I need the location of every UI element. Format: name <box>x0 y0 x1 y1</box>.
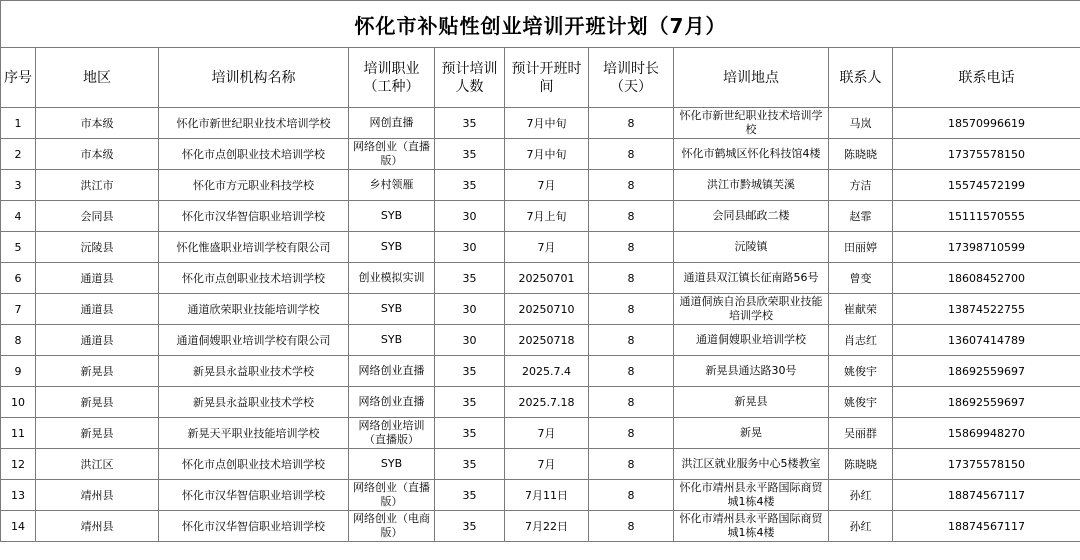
cell-location: 会同县邮政二楼 <box>674 201 829 232</box>
cell-index: 3 <box>1 170 36 201</box>
cell-region: 通道县 <box>36 263 159 294</box>
cell-start-time: 20250710 <box>505 294 589 325</box>
cell-contact: 肖志红 <box>829 325 893 356</box>
cell-occupation: 网络创业直播 <box>349 387 435 418</box>
cell-duration: 8 <box>589 356 674 387</box>
header-trainee-count: 预计培训人数 <box>435 48 505 108</box>
cell-trainee-count: 35 <box>435 170 505 201</box>
cell-location: 通道侗族自治县欣荣职业技能培训学校 <box>674 294 829 325</box>
cell-duration: 8 <box>589 139 674 170</box>
cell-region: 市本级 <box>36 139 159 170</box>
cell-duration: 8 <box>589 170 674 201</box>
cell-institution: 怀化市新世纪职业技术培训学校 <box>159 108 349 139</box>
cell-trainee-count: 35 <box>435 511 505 542</box>
header-phone: 联系电话 <box>893 48 1080 108</box>
cell-start-time: 7月 <box>505 232 589 263</box>
cell-occupation: 网络创业直播 <box>349 356 435 387</box>
cell-region: 洪江区 <box>36 449 159 480</box>
table-row <box>1 418 1080 449</box>
cell-region: 靖州县 <box>36 480 159 511</box>
table-title: 怀化市补贴性创业培训开班计划（7月） <box>1 1 1080 48</box>
cell-institution: 怀化市方元职业科技学校 <box>159 170 349 201</box>
cell-trainee-count: 35 <box>435 418 505 449</box>
header-contact: 联系人 <box>829 48 893 108</box>
cell-start-time: 2025.7.4 <box>505 356 589 387</box>
table-row <box>1 232 1080 263</box>
cell-phone: 18608452700 <box>893 263 1080 294</box>
cell-region: 通道县 <box>36 294 159 325</box>
cell-start-time: 7月中旬 <box>505 139 589 170</box>
cell-occupation: SYB <box>349 325 435 356</box>
cell-start-time: 2025.7.18 <box>505 387 589 418</box>
cell-contact: 孙红 <box>829 511 893 542</box>
cell-duration: 8 <box>589 201 674 232</box>
cell-index: 7 <box>1 294 36 325</box>
table-row <box>1 480 1080 511</box>
cell-trainee-count: 35 <box>435 263 505 294</box>
cell-trainee-count: 30 <box>435 232 505 263</box>
cell-region: 新晃县 <box>36 356 159 387</box>
cell-index: 12 <box>1 449 36 480</box>
cell-start-time: 7月 <box>505 418 589 449</box>
cell-phone: 15869948270 <box>893 418 1080 449</box>
cell-start-time: 7月 <box>505 170 589 201</box>
cell-start-time: 7月中旬 <box>505 108 589 139</box>
cell-phone: 18570996619 <box>893 108 1080 139</box>
cell-index: 2 <box>1 139 36 170</box>
cell-index: 13 <box>1 480 36 511</box>
cell-institution: 怀化市点创职业技术培训学校 <box>159 449 349 480</box>
table-row <box>1 325 1080 356</box>
cell-duration: 8 <box>589 480 674 511</box>
cell-start-time: 7月 <box>505 449 589 480</box>
cell-occupation: SYB <box>349 232 435 263</box>
cell-phone: 15111570555 <box>893 201 1080 232</box>
cell-region: 靖州县 <box>36 511 159 542</box>
cell-occupation: 网络创业（直播版） <box>349 480 435 511</box>
cell-phone: 17375578150 <box>893 449 1080 480</box>
cell-index: 5 <box>1 232 36 263</box>
cell-duration: 8 <box>589 108 674 139</box>
cell-occupation: 网创直播 <box>349 108 435 139</box>
header-region: 地区 <box>36 48 159 108</box>
cell-institution: 怀化市点创职业技术培训学校 <box>159 139 349 170</box>
header-row <box>1 48 1080 108</box>
cell-contact: 孙红 <box>829 480 893 511</box>
cell-contact: 马岚 <box>829 108 893 139</box>
cell-region: 新晃县 <box>36 418 159 449</box>
cell-start-time: 20250718 <box>505 325 589 356</box>
cell-duration: 8 <box>589 511 674 542</box>
cell-trainee-count: 35 <box>435 139 505 170</box>
cell-phone: 13607414789 <box>893 325 1080 356</box>
cell-start-time: 7月上旬 <box>505 201 589 232</box>
cell-occupation: SYB <box>349 449 435 480</box>
cell-index: 10 <box>1 387 36 418</box>
cell-phone: 17375578150 <box>893 139 1080 170</box>
cell-duration: 8 <box>589 449 674 480</box>
cell-region: 通道县 <box>36 325 159 356</box>
cell-phone: 17398710599 <box>893 232 1080 263</box>
cell-location: 新晃县 <box>674 387 829 418</box>
cell-location: 新晃县通达路30号 <box>674 356 829 387</box>
cell-region: 会同县 <box>36 201 159 232</box>
table-row <box>1 201 1080 232</box>
cell-phone: 18692559697 <box>893 356 1080 387</box>
cell-index: 9 <box>1 356 36 387</box>
table-row <box>1 139 1080 170</box>
cell-location: 怀化市靖州县永平路国际商贸城1栋4楼 <box>674 480 829 511</box>
cell-institution: 通道侗嫂职业培训学校有限公司 <box>159 325 349 356</box>
cell-region: 沅陵县 <box>36 232 159 263</box>
table-row <box>1 356 1080 387</box>
cell-institution: 通道欣荣职业技能培训学校 <box>159 294 349 325</box>
cell-region: 洪江市 <box>36 170 159 201</box>
cell-location: 洪江区就业服务中心5楼教室 <box>674 449 829 480</box>
cell-phone: 18874567117 <box>893 511 1080 542</box>
table-row <box>1 511 1080 542</box>
cell-trainee-count: 35 <box>435 387 505 418</box>
cell-institution: 怀化市汉华智信职业培训学校 <box>159 511 349 542</box>
cell-contact: 崔献荣 <box>829 294 893 325</box>
cell-region: 新晃县 <box>36 387 159 418</box>
table-row <box>1 263 1080 294</box>
cell-duration: 8 <box>589 418 674 449</box>
cell-location: 新晃 <box>674 418 829 449</box>
cell-occupation: 网络创业（直播版） <box>349 139 435 170</box>
cell-contact: 姚俊宇 <box>829 356 893 387</box>
cell-start-time: 7月22日 <box>505 511 589 542</box>
cell-location: 通道侗嫂职业培训学校 <box>674 325 829 356</box>
cell-index: 6 <box>1 263 36 294</box>
cell-contact: 陈晓晓 <box>829 139 893 170</box>
cell-phone: 13874522755 <box>893 294 1080 325</box>
cell-region: 市本级 <box>36 108 159 139</box>
header-occupation: 培训职业（工种） <box>349 48 435 108</box>
header-location: 培训地点 <box>674 48 829 108</box>
cell-contact: 曾变 <box>829 263 893 294</box>
cell-duration: 8 <box>589 263 674 294</box>
cell-trainee-count: 35 <box>435 449 505 480</box>
title-row <box>1 1 1080 48</box>
cell-index: 8 <box>1 325 36 356</box>
cell-institution: 新晃天平职业技能培训学校 <box>159 418 349 449</box>
cell-institution: 怀化惟盛职业培训学校有限公司 <box>159 232 349 263</box>
cell-institution: 新晃县永益职业技术学校 <box>159 356 349 387</box>
header-start-time: 预计开班时间 <box>505 48 589 108</box>
cell-location: 沅陵镇 <box>674 232 829 263</box>
cell-trainee-count: 30 <box>435 294 505 325</box>
cell-institution: 新晃县永益职业技术学校 <box>159 387 349 418</box>
table-row <box>1 108 1080 139</box>
cell-trainee-count: 30 <box>435 325 505 356</box>
cell-occupation: 网络创业（电商版） <box>349 511 435 542</box>
cell-duration: 8 <box>589 325 674 356</box>
cell-location: 洪江市黔城镇芙溪 <box>674 170 829 201</box>
cell-index: 4 <box>1 201 36 232</box>
cell-phone: 18874567117 <box>893 480 1080 511</box>
cell-location: 怀化市靖州县永平路国际商贸城1栋4楼 <box>674 511 829 542</box>
header-institution: 培训机构名称 <box>159 48 349 108</box>
cell-location: 通道县双江镇长征南路56号 <box>674 263 829 294</box>
cell-start-time: 7月11日 <box>505 480 589 511</box>
cell-occupation: SYB <box>349 294 435 325</box>
cell-duration: 8 <box>589 232 674 263</box>
cell-trainee-count: 30 <box>435 201 505 232</box>
table-row <box>1 387 1080 418</box>
cell-phone: 15574572199 <box>893 170 1080 201</box>
cell-occupation: 乡村领雁 <box>349 170 435 201</box>
cell-index: 14 <box>1 511 36 542</box>
cell-contact: 田丽婷 <box>829 232 893 263</box>
cell-start-time: 20250701 <box>505 263 589 294</box>
cell-occupation: 网络创业培训（直播版） <box>349 418 435 449</box>
cell-index: 11 <box>1 418 36 449</box>
cell-trainee-count: 35 <box>435 356 505 387</box>
cell-contact: 赵霏 <box>829 201 893 232</box>
cell-phone: 18692559697 <box>893 387 1080 418</box>
cell-trainee-count: 35 <box>435 480 505 511</box>
table-row <box>1 294 1080 325</box>
cell-index: 1 <box>1 108 36 139</box>
cell-duration: 8 <box>589 387 674 418</box>
cell-institution: 怀化市汉华智信职业培训学校 <box>159 201 349 232</box>
cell-occupation: 创业模拟实训 <box>349 263 435 294</box>
cell-occupation: SYB <box>349 201 435 232</box>
cell-contact: 方洁 <box>829 170 893 201</box>
cell-trainee-count: 35 <box>435 108 505 139</box>
cell-duration: 8 <box>589 294 674 325</box>
cell-contact: 陈晓晓 <box>829 449 893 480</box>
table-row <box>1 449 1080 480</box>
header-index: 序号 <box>1 48 36 108</box>
cell-location: 怀化市新世纪职业技术培训学校 <box>674 108 829 139</box>
header-duration: 培训时长（天） <box>589 48 674 108</box>
cell-contact: 吴丽群 <box>829 418 893 449</box>
cell-location: 怀化市鹤城区怀化科技馆4楼 <box>674 139 829 170</box>
cell-institution: 怀化市汉华智信职业培训学校 <box>159 480 349 511</box>
cell-contact: 姚俊宇 <box>829 387 893 418</box>
cell-institution: 怀化市点创职业技术培训学校 <box>159 263 349 294</box>
table-row <box>1 170 1080 201</box>
